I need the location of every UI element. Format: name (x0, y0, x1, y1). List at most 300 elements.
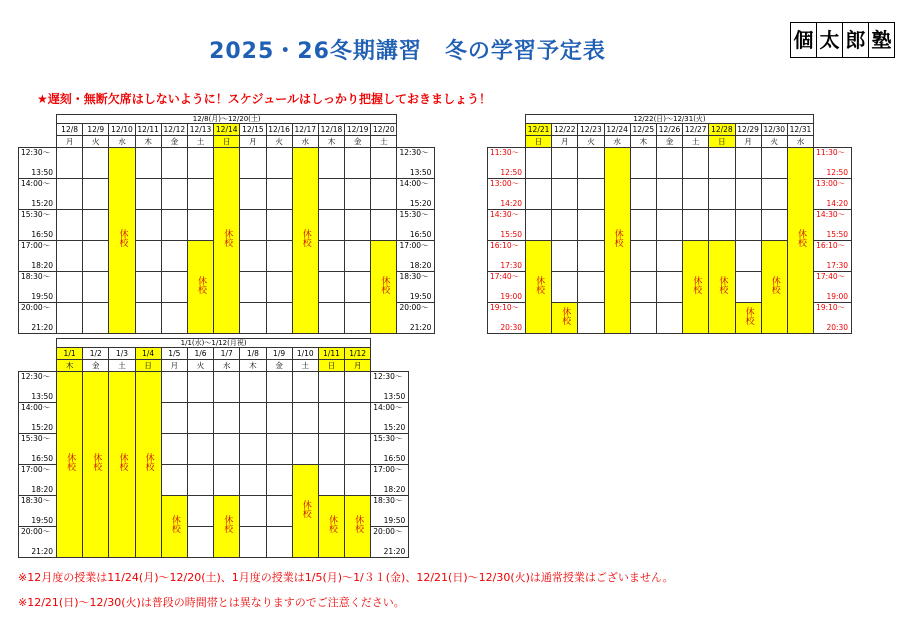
date-cell: 12/13 (187, 124, 213, 136)
empty-slot-cell (292, 372, 318, 403)
empty-slot-cell (656, 148, 682, 179)
table-period-title: 12/22(日)～12/31(火) (526, 115, 814, 124)
corner-cell (19, 115, 57, 148)
weekday-cell: 日 (709, 136, 735, 148)
empty-slot-cell (187, 179, 213, 210)
closed-label: 休校 (691, 275, 702, 294)
weekday-cell: 土 (292, 360, 318, 372)
empty-slot-cell (161, 210, 187, 241)
empty-slot-cell (240, 241, 266, 272)
date-cell: 12/30 (761, 124, 787, 136)
schedule-table-dec-8-20 (18, 114, 435, 334)
time-start: 12:30～ (21, 372, 51, 381)
time-end: 21:20 (31, 323, 53, 332)
schedule-table-dec-22-31 (487, 114, 852, 334)
time-label-right (814, 272, 852, 303)
page-title: 2025・26冬期講習 冬の学習予定表 (209, 39, 606, 64)
empty-slot-cell (161, 179, 187, 210)
empty-slot-cell (345, 179, 371, 210)
empty-slot-cell (526, 148, 552, 179)
empty-slot-cell (57, 241, 83, 272)
closed-cell (57, 372, 83, 558)
closed-cell (161, 496, 187, 558)
empty-slot-cell (266, 272, 292, 303)
empty-slot-cell (240, 403, 266, 434)
date-cell: 1/1 (57, 348, 83, 360)
time-start: 14:30～ (816, 210, 846, 219)
date-cell: 12/19 (345, 124, 371, 136)
time-label-right (814, 148, 852, 179)
empty-slot-cell (318, 434, 344, 465)
empty-slot-cell (345, 210, 371, 241)
time-label-left (19, 465, 57, 496)
empty-slot-cell (683, 179, 709, 210)
closed-cell (292, 465, 318, 558)
empty-slot-cell (735, 272, 761, 303)
empty-slot-cell (266, 210, 292, 241)
time-start: 18:30～ (21, 272, 51, 281)
date-cell: 1/5 (161, 348, 187, 360)
time-start: 15:30～ (21, 210, 51, 219)
time-end: 19:00 (826, 292, 849, 301)
time-end: 19:50 (383, 516, 406, 525)
time-label-left (488, 179, 526, 210)
empty-slot-cell (630, 241, 656, 272)
weekday-row (488, 136, 852, 148)
empty-slot-cell (266, 303, 292, 334)
empty-slot-cell (187, 434, 213, 465)
weekday-cell: 月 (57, 136, 83, 148)
time-label-right (371, 527, 409, 558)
time-slot-row (488, 148, 852, 179)
closed-label: 休校 (560, 306, 571, 325)
empty-slot-cell (266, 527, 292, 558)
time-end: 13:50 (31, 168, 53, 177)
empty-slot-cell (240, 272, 266, 303)
empty-slot-cell (683, 148, 709, 179)
empty-slot-cell (345, 272, 371, 303)
time-start: 13:00～ (490, 179, 520, 188)
time-end: 12:50 (826, 168, 849, 177)
corner-cell (371, 339, 409, 372)
schedule-table-jan-1-12 (18, 338, 409, 558)
time-start: 18:30～ (21, 496, 51, 505)
empty-slot-cell (345, 403, 371, 434)
time-start: 11:30～ (816, 148, 846, 157)
empty-slot-cell (318, 465, 344, 496)
empty-slot-cell (135, 179, 161, 210)
empty-slot-cell (240, 210, 266, 241)
time-start: 17:40～ (816, 272, 846, 281)
time-end: 19:00 (500, 292, 522, 301)
empty-slot-cell (292, 434, 318, 465)
empty-slot-cell (371, 210, 397, 241)
empty-slot-cell (57, 148, 83, 179)
logo-char: 個 (791, 23, 817, 57)
time-label-right (371, 465, 409, 496)
empty-slot-cell (266, 434, 292, 465)
logo-char: 太 (817, 23, 843, 57)
empty-slot-cell (318, 148, 344, 179)
empty-slot-cell (578, 303, 604, 334)
date-cell: 1/12 (345, 348, 371, 360)
date-cell: 12/11 (135, 124, 161, 136)
date-cell: 1/8 (240, 348, 266, 360)
corner-cell (19, 339, 57, 372)
empty-slot-cell (656, 303, 682, 334)
time-start: 17:00～ (399, 241, 429, 250)
time-end: 16:50 (383, 454, 406, 463)
time-end: 20:30 (500, 323, 522, 332)
empty-slot-cell (709, 148, 735, 179)
empty-slot-cell (187, 527, 213, 558)
weekday-cell: 日 (526, 136, 552, 148)
time-end: 19:50 (409, 292, 432, 301)
time-start: 18:30～ (399, 272, 429, 281)
date-cell: 1/11 (318, 348, 344, 360)
date-cell: 1/3 (109, 348, 135, 360)
closed-cell (604, 148, 630, 334)
time-end: 16:50 (409, 230, 432, 239)
closed-label: 休校 (379, 275, 390, 294)
closed-label: 休校 (196, 275, 207, 294)
closed-cell (683, 241, 709, 334)
empty-slot-cell (552, 179, 578, 210)
time-end: 13:50 (409, 168, 432, 177)
weekday-cell: 火 (266, 136, 292, 148)
weekday-row (19, 360, 409, 372)
empty-slot-cell (266, 372, 292, 403)
time-start: 14:00～ (21, 179, 51, 188)
time-label-left (19, 179, 57, 210)
time-end: 13:50 (383, 392, 406, 401)
closed-label: 休校 (795, 229, 806, 247)
empty-slot-cell (318, 372, 344, 403)
empty-slot-cell (240, 496, 266, 527)
time-label-right (397, 272, 435, 303)
weekday-cell: 火 (187, 360, 213, 372)
empty-slot-cell (161, 272, 187, 303)
time-start: 18:30～ (373, 496, 403, 505)
empty-slot-cell (161, 241, 187, 272)
time-end: 12:50 (500, 168, 522, 177)
empty-slot-cell (266, 496, 292, 527)
closed-cell (318, 496, 344, 558)
time-end: 19:50 (31, 292, 53, 301)
closed-label: 休校 (222, 229, 233, 247)
empty-slot-cell (526, 210, 552, 241)
closed-cell (371, 241, 397, 334)
time-label-left (488, 303, 526, 334)
weekday-cell: 日 (318, 360, 344, 372)
empty-slot-cell (187, 148, 213, 179)
empty-slot-cell (135, 148, 161, 179)
empty-slot-cell (240, 179, 266, 210)
empty-slot-cell (735, 241, 761, 272)
time-end: 18:20 (409, 261, 432, 270)
empty-slot-cell (345, 148, 371, 179)
closed-cell (735, 303, 761, 334)
empty-slot-cell (735, 179, 761, 210)
time-label-right (371, 372, 409, 403)
weekday-cell: 金 (83, 360, 109, 372)
empty-slot-cell (761, 148, 787, 179)
time-start: 20:00～ (399, 303, 429, 312)
time-start: 19:10～ (490, 303, 520, 312)
empty-slot-cell (161, 372, 187, 403)
date-cell: 12/22 (552, 124, 578, 136)
corner-cell (397, 115, 435, 148)
empty-slot-cell (83, 241, 109, 272)
footnote-lesson-months: ※12月度の授業は11/24(月)～12/20(土)、1月度の授業は1/5(月)～1/３１(金)、12/21(日)～12/30(火)は通常授業はございません。 (18, 571, 674, 584)
time-slot-row (19, 372, 409, 403)
closed-label: 休校 (717, 275, 728, 294)
date-cell: 12/31 (787, 124, 813, 136)
empty-slot-cell (266, 403, 292, 434)
closed-cell (761, 241, 787, 334)
date-cell: 12/14 (214, 124, 240, 136)
date-cell: 12/29 (735, 124, 761, 136)
weekday-cell: 水 (292, 136, 318, 148)
weekday-cell: 火 (83, 136, 109, 148)
weekday-cell: 土 (109, 360, 135, 372)
corner-cell (488, 115, 526, 148)
time-end: 15:50 (500, 230, 522, 239)
empty-slot-cell (161, 403, 187, 434)
table-title-row (488, 115, 852, 124)
time-start: 16:10～ (490, 241, 520, 250)
time-label-left (488, 148, 526, 179)
date-cell: 12/27 (683, 124, 709, 136)
weekday-cell: 木 (240, 360, 266, 372)
time-label-right (397, 179, 435, 210)
empty-slot-cell (135, 241, 161, 272)
empty-slot-cell (240, 465, 266, 496)
time-start: 14:00～ (373, 403, 403, 412)
time-label-left (19, 272, 57, 303)
closed-cell (292, 148, 318, 334)
closed-label: 休校 (534, 275, 545, 294)
time-label-left (488, 241, 526, 272)
empty-slot-cell (161, 303, 187, 334)
date-cell: 12/20 (371, 124, 397, 136)
empty-slot-cell (57, 179, 83, 210)
empty-slot-cell (83, 179, 109, 210)
time-start: 14:00～ (21, 403, 51, 412)
empty-slot-cell (735, 148, 761, 179)
weekday-cell: 木 (630, 136, 656, 148)
date-cell: 12/23 (578, 124, 604, 136)
empty-slot-cell (187, 465, 213, 496)
time-label-right (814, 241, 852, 272)
empty-slot-cell (266, 179, 292, 210)
empty-slot-cell (552, 148, 578, 179)
empty-slot-cell (135, 272, 161, 303)
empty-slot-cell (345, 465, 371, 496)
empty-slot-cell (214, 434, 240, 465)
time-start: 17:00～ (21, 465, 51, 474)
time-start: 14:30～ (490, 210, 520, 219)
empty-slot-cell (240, 372, 266, 403)
closed-cell (552, 303, 578, 334)
time-end: 20:30 (826, 323, 849, 332)
closed-cell (187, 241, 213, 334)
weekday-cell: 月 (735, 136, 761, 148)
closed-cell (214, 148, 240, 334)
time-end: 21:20 (409, 323, 432, 332)
time-end: 18:20 (383, 485, 406, 494)
empty-slot-cell (214, 403, 240, 434)
empty-slot-cell (630, 148, 656, 179)
empty-slot-cell (371, 179, 397, 210)
empty-slot-cell (578, 179, 604, 210)
empty-slot-cell (83, 272, 109, 303)
date-row (488, 124, 852, 136)
date-cell: 1/2 (83, 348, 109, 360)
empty-slot-cell (735, 210, 761, 241)
time-start: 20:00～ (373, 527, 403, 536)
date-cell: 1/4 (135, 348, 161, 360)
weekday-cell: 月 (345, 360, 371, 372)
logo-char: 郎 (843, 23, 869, 57)
time-start: 12:30～ (373, 372, 403, 381)
time-label-right (814, 179, 852, 210)
closed-label: 休校 (353, 515, 364, 533)
empty-slot-cell (345, 372, 371, 403)
empty-slot-cell (187, 210, 213, 241)
closed-label: 休校 (143, 453, 154, 471)
empty-slot-cell (552, 272, 578, 303)
empty-slot-cell (187, 372, 213, 403)
time-start: 19:10～ (816, 303, 846, 312)
weekday-cell: 金 (161, 136, 187, 148)
closed-label: 休校 (300, 229, 311, 247)
weekday-cell: 金 (656, 136, 682, 148)
time-end: 19:50 (31, 516, 53, 525)
empty-slot-cell (345, 303, 371, 334)
empty-slot-cell (578, 148, 604, 179)
empty-slot-cell (578, 210, 604, 241)
time-end: 15:20 (31, 199, 53, 208)
empty-slot-cell (83, 148, 109, 179)
date-cell: 1/7 (214, 348, 240, 360)
time-start: 17:00～ (21, 241, 51, 250)
time-end: 18:20 (31, 261, 53, 270)
time-end: 16:50 (31, 454, 53, 463)
weekday-cell: 水 (109, 136, 135, 148)
time-start: 12:30～ (21, 148, 51, 157)
closed-cell (83, 372, 109, 558)
empty-slot-cell (656, 241, 682, 272)
time-start: 16:10～ (816, 241, 846, 250)
time-start: 17:40～ (490, 272, 520, 281)
time-start: 14:00～ (399, 179, 429, 188)
empty-slot-cell (656, 179, 682, 210)
time-label-right (371, 434, 409, 465)
time-label-right (397, 241, 435, 272)
time-label-right (371, 403, 409, 434)
time-label-left (19, 303, 57, 334)
date-cell: 12/26 (656, 124, 682, 136)
empty-slot-cell (292, 403, 318, 434)
closed-label: 休校 (65, 453, 76, 471)
closed-cell (345, 496, 371, 558)
empty-slot-cell (709, 179, 735, 210)
closed-cell (135, 372, 161, 558)
time-slot-row (19, 148, 435, 179)
weekday-cell: 土 (683, 136, 709, 148)
time-label-left (19, 148, 57, 179)
time-end: 13:50 (31, 392, 53, 401)
weekday-cell: 水 (787, 136, 813, 148)
time-end: 17:30 (500, 261, 522, 270)
closed-cell (109, 372, 135, 558)
closed-cell (109, 148, 135, 334)
logo-char: 塾 (871, 28, 892, 52)
time-label-left (19, 372, 57, 403)
time-start: 15:30～ (399, 210, 429, 219)
time-label-left (19, 210, 57, 241)
date-cell: 1/9 (266, 348, 292, 360)
closed-label: 休校 (117, 453, 128, 471)
weekday-cell: 木 (135, 136, 161, 148)
time-start: 15:30～ (21, 434, 51, 443)
empty-slot-cell (318, 210, 344, 241)
empty-slot-cell (578, 241, 604, 272)
empty-slot-cell (240, 434, 266, 465)
time-start: 20:00～ (21, 527, 51, 536)
weekday-cell: 木 (57, 360, 83, 372)
time-start: 11:30～ (490, 148, 520, 157)
time-start: 12:30～ (399, 148, 429, 157)
time-label-left (19, 241, 57, 272)
weekday-row (19, 136, 435, 148)
empty-slot-cell (135, 210, 161, 241)
time-label-right (814, 210, 852, 241)
empty-slot-cell (266, 148, 292, 179)
time-label-right (814, 303, 852, 334)
empty-slot-cell (683, 210, 709, 241)
date-cell: 12/21 (526, 124, 552, 136)
time-start: 20:00～ (21, 303, 51, 312)
empty-slot-cell (761, 210, 787, 241)
time-label-left (19, 403, 57, 434)
empty-slot-cell (656, 210, 682, 241)
time-end: 15:20 (383, 423, 406, 432)
weekday-cell: 月 (240, 136, 266, 148)
time-end: 16:50 (31, 230, 53, 239)
empty-slot-cell (161, 434, 187, 465)
empty-slot-cell (630, 210, 656, 241)
attendance-notice: ★遅刻・無断欠席はしないように！スケジュールはしっかり把握しておきましょう！ (37, 92, 492, 106)
empty-slot-cell (266, 465, 292, 496)
empty-slot-cell (578, 272, 604, 303)
time-end: 15:20 (31, 423, 53, 432)
time-start: 15:30～ (373, 434, 403, 443)
date-cell: 12/8 (57, 124, 83, 136)
time-end: 15:50 (826, 230, 849, 239)
date-cell: 12/18 (318, 124, 344, 136)
date-cell: 12/17 (292, 124, 318, 136)
time-label-right (397, 210, 435, 241)
time-label-left (488, 272, 526, 303)
empty-slot-cell (214, 465, 240, 496)
school-logo (790, 22, 895, 58)
time-end: 17:30 (826, 261, 849, 270)
date-cell: 12/9 (83, 124, 109, 136)
date-cell: 12/15 (240, 124, 266, 136)
footnote-time-change: ※12/21(日)～12/30(火)は普段の時間帯とは異なりますのでご注意ください。 (18, 596, 405, 609)
